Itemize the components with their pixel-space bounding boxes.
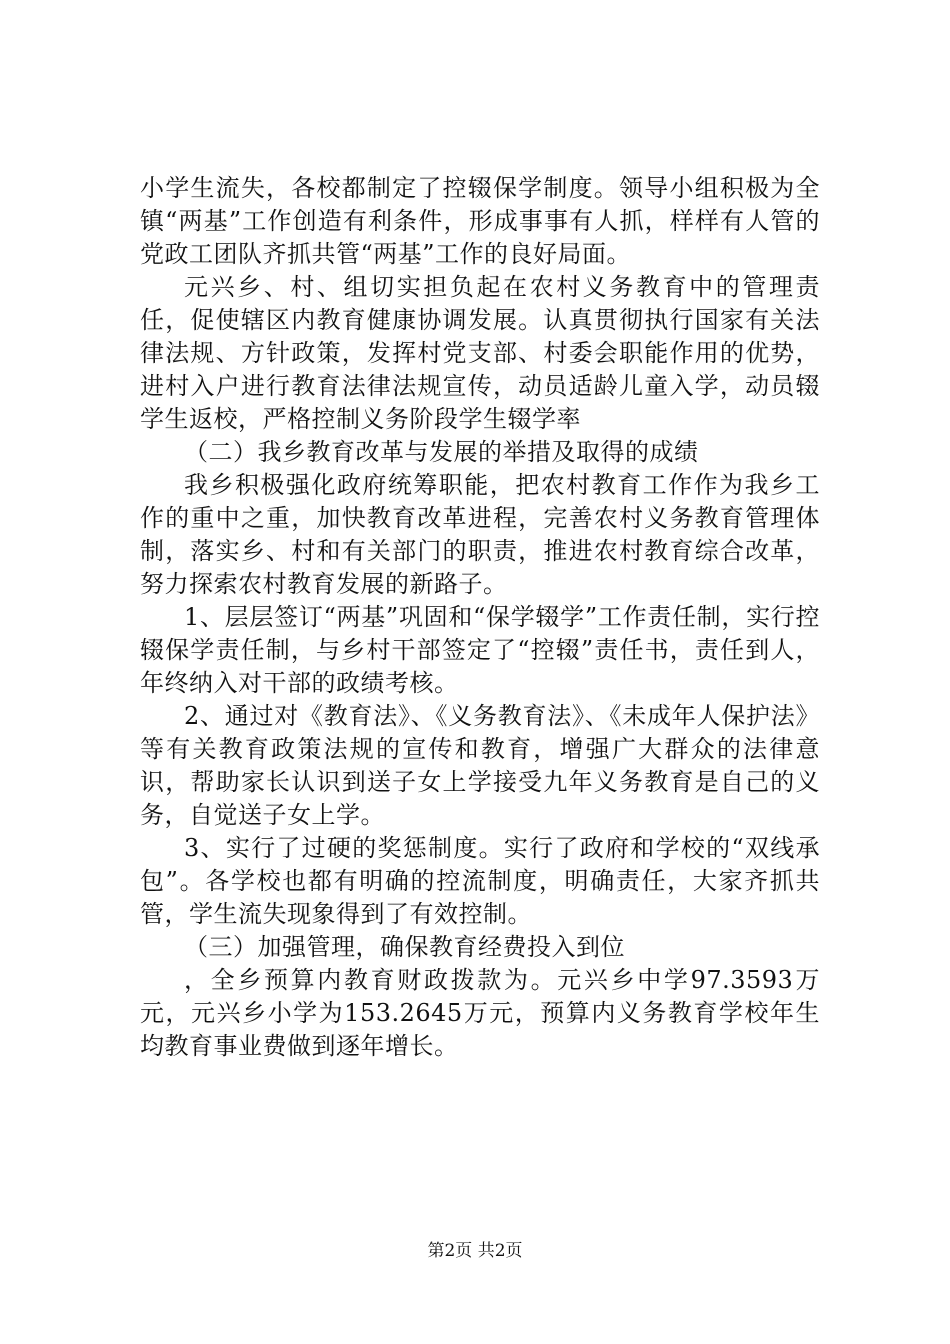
page-number-footer: 第2页 共2页 [427, 1241, 523, 1261]
list-item-reward-punishment: 3、实行了过硬的奖惩制度。实行了政府和学校的“双线承包”。各学校也都有明确的控流制度，明确责任，大家齐抓共管，学生流失现象得到了有效控制。 [140, 834, 820, 928]
list-item-law-publicity: 2、通过对《教育法》、《义务教育法》、《未成年人保护法》等有关教育政策法规的宣传和教育，增强广大群众的法律意识，帮助家长认识到送子女上学接受九年义务教育是自己的义务，自觉送子女上学。 [140, 702, 820, 829]
paragraph-government-coordination: 我乡积极强化政府统筹职能，把农村教育工作作为我乡工作的重中之重，加快教育改革进程，完善农村义务教育管理体制，落实乡、村和有关部门的职责，推进农村教育综合改革，努力探索农村教育发展的新路子。 [140, 471, 820, 598]
paragraph-township-responsibility: 元兴乡、村、组切实担负起在农村义务教育中的管理责任，促使辖区内教育健康协调发展。认真贯彻执行国家有关法律法规、方针政策，发挥村党支部、村委会职能作用的优势，进村入户进行教育法律法规宣传，动员适龄儿童入学，动员辍学生返校，严格控制义务阶段学生辍学率 [140, 273, 820, 433]
paragraph-continuation: 小学生流失，各校都制定了控辍保学制度。领导小组积极为全镇“两基”工作创造有利条件，形成事事有人抓，样样有人管的党政工团队齐抓共管“两基”工作的良好局面。 [140, 174, 820, 268]
section-heading-two: （二）我乡教育改革与发展的举措及取得的成绩 [184, 438, 699, 466]
paragraph-education-funding: ，全乡预算内教育财政拨款为。元兴乡中学97.3593万元，元兴乡小学为153.2645万元，预算内义务教育学校年生均教育事业费做到逐年增长。 [140, 966, 820, 1060]
section-heading-three: （三）加强管理，确保教育经费投入到位 [184, 933, 625, 961]
list-item-responsibility-system: 1、层层签订“两基”巩固和“保学辍学”工作责任制，实行控辍保学责任制，与乡村干部签定了“控辍”责任书，责任到人，年终纳入对干部的政绩考核。 [140, 603, 820, 697]
document-body [140, 172, 820, 1063]
